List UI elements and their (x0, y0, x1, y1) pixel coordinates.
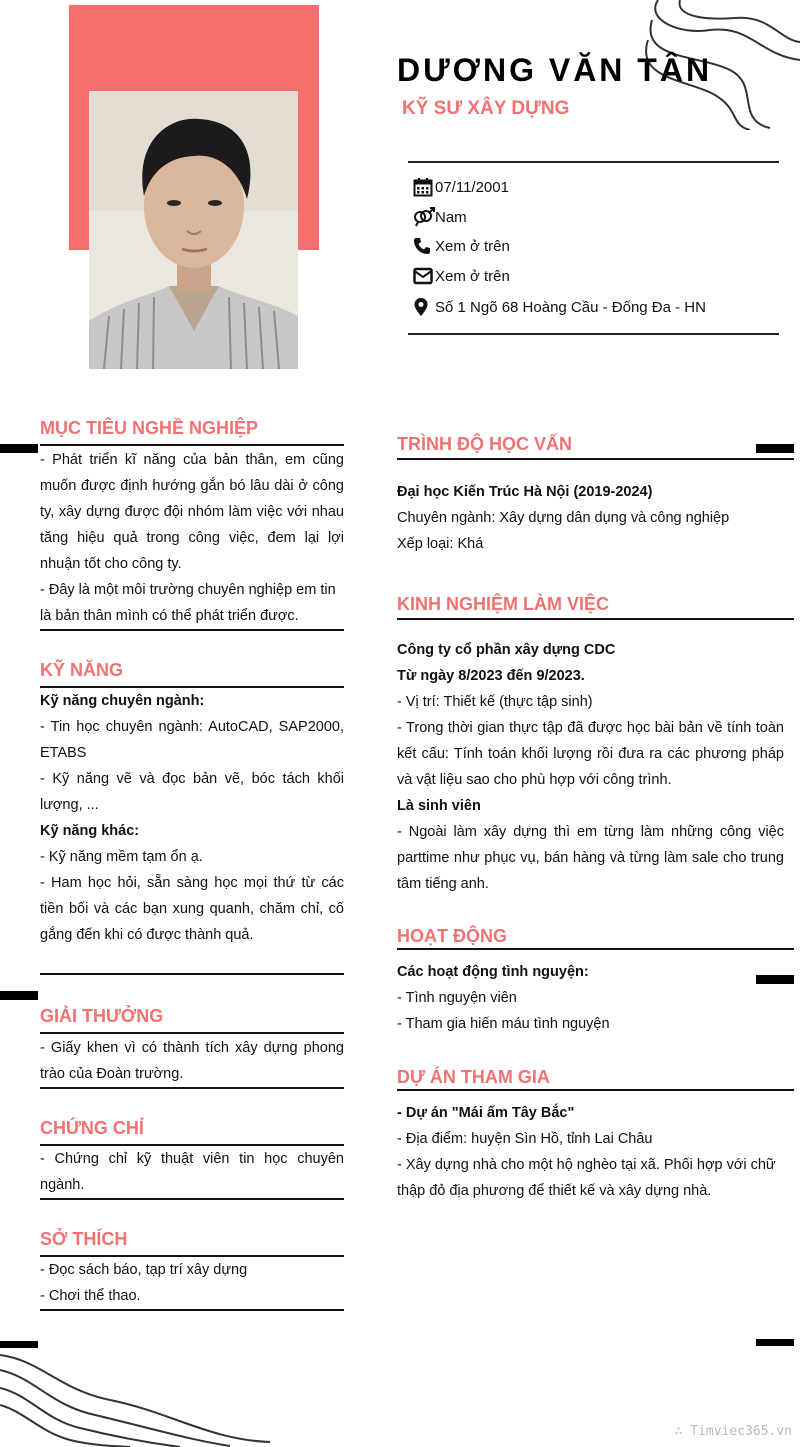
objective-paragraph-1: - Phát triển kĩ năng của bản thân, em cũng muốn được định hướng gắn bó lâu dài ở công ty, xây dựng được đội nhóm làm việc với nhau tăng hiệu quả trong công việc, đem lại lợi nhuận tốt cho công ty. (40, 452, 344, 572)
section-rule (40, 1198, 344, 1200)
activity-item: - Tình nguyện viên (397, 990, 517, 1006)
calendar-icon (413, 177, 435, 197)
edge-marker (0, 1341, 38, 1348)
hobby-item: - Chơi thể thao. (40, 1288, 141, 1304)
watermark-text: Timviec365.vn (690, 1424, 792, 1439)
contact-bottom-rule (408, 333, 779, 335)
watermark: ∴ Timviec365.vn (674, 1424, 792, 1439)
section-rule (397, 618, 794, 620)
education-major: Chuyên ngành: Xây dựng dân dụng và công nghiệp (397, 510, 730, 526)
contact-address (413, 297, 706, 317)
contact-email (413, 267, 510, 285)
activities-title: HOẠT ĐỘNG (397, 926, 507, 946)
section-rule (40, 1087, 344, 1089)
education-school: Đại học Kiến Trúc Hà Nội (2019-2024) (397, 484, 653, 500)
edge-marker (756, 444, 794, 453)
job-title: KỸ SƯ XÂY DỰNG (402, 98, 570, 119)
skills-item: - Kỹ năng vẽ và đọc bản vẽ, bóc tách khối lượng, ... (40, 771, 344, 813)
contact-dob (413, 177, 509, 197)
skills-title: KỸ NĂNG (40, 660, 124, 680)
experience-position: - Vị trí: Thiết kế (thực tập sinh) (397, 694, 593, 710)
location-icon (413, 297, 435, 317)
dob-text: 07/11/2001 (435, 178, 509, 196)
section-rule (40, 1309, 344, 1311)
experience-text (397, 637, 784, 897)
hobby-item: - Đọc sách báo, tạp trí xây dựng (40, 1262, 248, 1278)
contact-gender (413, 207, 467, 227)
section-rule (40, 629, 344, 631)
skills-subheading: Kỹ năng chuyên ngành: (40, 693, 205, 709)
project-name: - Dự án "Mái ấm Tây Bắc" (397, 1105, 575, 1121)
phone-icon (413, 237, 435, 255)
objective-title: MỤC TIÊU NGHỀ NGHIỆP (40, 418, 259, 438)
section-rule (40, 973, 344, 975)
edge-marker (756, 1339, 794, 1346)
address-text: Số 1 Ngõ 68 Hoàng Cầu - Đống Đa - HN (435, 298, 706, 316)
gender-text: Nam (435, 208, 467, 226)
section-rule (40, 444, 344, 446)
activities-subheading: Các hoạt động tình nguyện: (397, 964, 589, 980)
section-rule (397, 1089, 794, 1091)
projects-text (397, 1100, 784, 1204)
skills-item: - Kỹ năng mềm tạm ổn ạ. (40, 849, 203, 865)
profile-photo (89, 91, 298, 369)
phone-text: Xem ở trên (435, 237, 510, 255)
objective-text (40, 447, 344, 629)
activities-text (397, 959, 784, 1037)
wave-decoration-bottom (0, 1340, 280, 1447)
education-title: TRÌNH ĐỘ HỌC VẤN (397, 434, 572, 454)
experience-company: Công ty cổ phần xây dựng CDC (397, 642, 616, 658)
gender-icon (413, 207, 435, 227)
experience-period: Từ ngày 8/2023 đến 9/2023. (397, 668, 585, 684)
experience-student-description: - Ngoài làm xây dựng thì em từng làm những công việc parttime như phục vụ, bán hàng và từng làm sale cho trung tâm tiếng anh. (397, 824, 784, 892)
email-text: Xem ở trên (435, 267, 510, 285)
certificates-title: CHỨNG CHỈ (40, 1118, 144, 1138)
candidate-name: DƯƠNG VĂN TÂN (397, 52, 713, 88)
contact-phone (413, 237, 510, 255)
awards-text: - Giấy khen vì có thành tích xây dựng phong trào của Đoàn trường. (40, 1040, 344, 1082)
edge-marker (0, 991, 38, 1000)
certificates-text: - Chứng chỉ kỹ thuật viên tin học chuyên ngành. (40, 1151, 344, 1193)
experience-student-title: Là sinh viên (397, 798, 481, 814)
awards-title: GIẢI THƯỞNG (40, 1006, 164, 1026)
email-icon (413, 267, 435, 285)
skills-text (40, 688, 344, 948)
education-grade: Xếp loại: Khá (397, 536, 484, 552)
edge-marker (0, 444, 38, 453)
contact-top-rule (408, 161, 779, 163)
section-rule (40, 1032, 344, 1034)
skills-item: - Ham học hỏi, sẵn sàng học mọi thứ từ các tiền bối và các bạn xung quanh, chăm chỉ, cố gắng đến khi có được thành quả. (40, 875, 344, 943)
projects-title: DỰ ÁN THAM GIA (397, 1067, 550, 1087)
project-description: - Xây dựng nhà cho một hộ nghèo tại xã. Phối hợp với chữ thập đỏ địa phương để thiết kế và xây dựng nhà. (397, 1157, 776, 1199)
activity-item: - Tham gia hiến máu tình nguyện (397, 1016, 610, 1032)
experience-title: KINH NGHIỆM LÀM VIỆC (397, 594, 610, 614)
hobbies-title: SỞ THÍCH (40, 1229, 128, 1249)
experience-description: - Trong thời gian thực tập đã được học bài bản về tính toàn kết cấu: Tính toán khối lượng rồi đưa ra các phương pháp và vật liệu sao cho phù hợp với công trình. (397, 720, 784, 788)
skills-item: - Tin học chuyên ngành: AutoCAD, SAP2000, ETABS (40, 719, 344, 761)
project-location: - Địa điểm: huyện Sìn Hồ, tỉnh Lai Châu (397, 1131, 653, 1147)
section-rule (397, 948, 794, 950)
skills-subheading: Kỹ năng khác: (40, 823, 140, 839)
hobbies-text (40, 1257, 344, 1309)
section-rule (397, 458, 794, 460)
objective-paragraph-2: - Đây là một môi trường chuyên nghiệp em tin là bản thân mình có thể phát triển được. (40, 582, 336, 624)
education-text (397, 479, 784, 557)
